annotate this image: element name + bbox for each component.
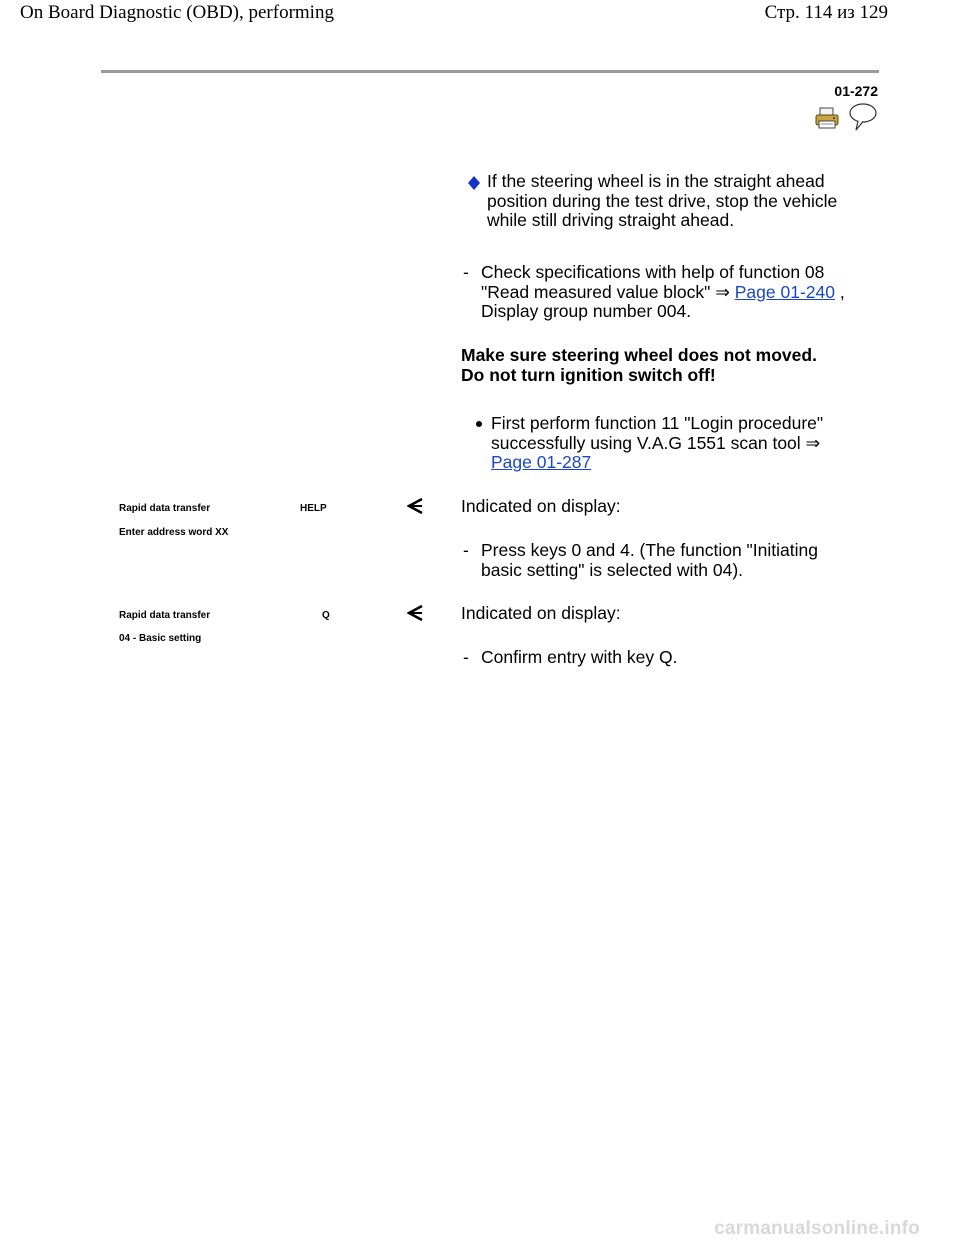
watermark: carmanualsonline.info [714, 1218, 920, 1239]
comment-icon[interactable] [848, 102, 878, 132]
page-code: 01-272 [834, 83, 878, 99]
display2-line1-left: Rapid data transfer [119, 610, 211, 621]
display2-step: Confirm entry with key Q. [481, 647, 678, 667]
display1-step: Press keys 0 and 4. (The function "Initiating basic setting" is selected with 04). [481, 540, 818, 580]
bullet-dot [476, 421, 482, 427]
header-divider [101, 70, 879, 73]
display2-line1-right: Q [322, 610, 330, 621]
diamond-bullet-icon [467, 175, 481, 191]
step-text-before: Check specifications with help of function 08 "Read measured value block" ⇒ [481, 262, 825, 302]
step-dash: - [463, 262, 469, 282]
display2-step-dash: - [463, 647, 469, 667]
warning-line-1: Make sure steering wheel does not moved. [461, 345, 817, 365]
pointer-left-icon [407, 497, 423, 515]
steering-wheel-note: If the steering wheel is in the straight ahead position during the test drive, stop the vehicle while still driving straight ahead. [487, 171, 838, 230]
display2-indicated: Indicated on display: [461, 603, 621, 623]
display2-line2: 04 - Basic setting [119, 633, 202, 644]
bullet-text: First perform function 11 "Login procedure" successfully using V.A.G 1551 scan tool ⇒ [491, 413, 824, 453]
display1-step-dash: - [463, 540, 469, 560]
display1-line1-right: HELP [300, 503, 327, 514]
document-title: On Board Diagnostic (OBD), performing [20, 2, 334, 23]
display1-line2: Enter address word XX [119, 527, 229, 538]
print-icon[interactable] [814, 106, 840, 130]
pointer-left-icon [407, 604, 423, 622]
display1-line1-left: Rapid data transfer [119, 503, 211, 514]
link-page-01-240[interactable]: Page 01-240 [734, 281, 835, 302]
display1-indicated: Indicated on display: [461, 496, 621, 516]
bullet-login-procedure [491, 414, 861, 473]
step-text-after: , Display group number 004. [481, 281, 845, 321]
step-check-specifications [481, 263, 871, 322]
link-page-01-287[interactable]: Page 01-287 [491, 452, 592, 472]
warning-line-2: Do not turn ignition switch off! [461, 365, 716, 385]
page-counter: Стр. 114 из 129 [764, 2, 888, 23]
